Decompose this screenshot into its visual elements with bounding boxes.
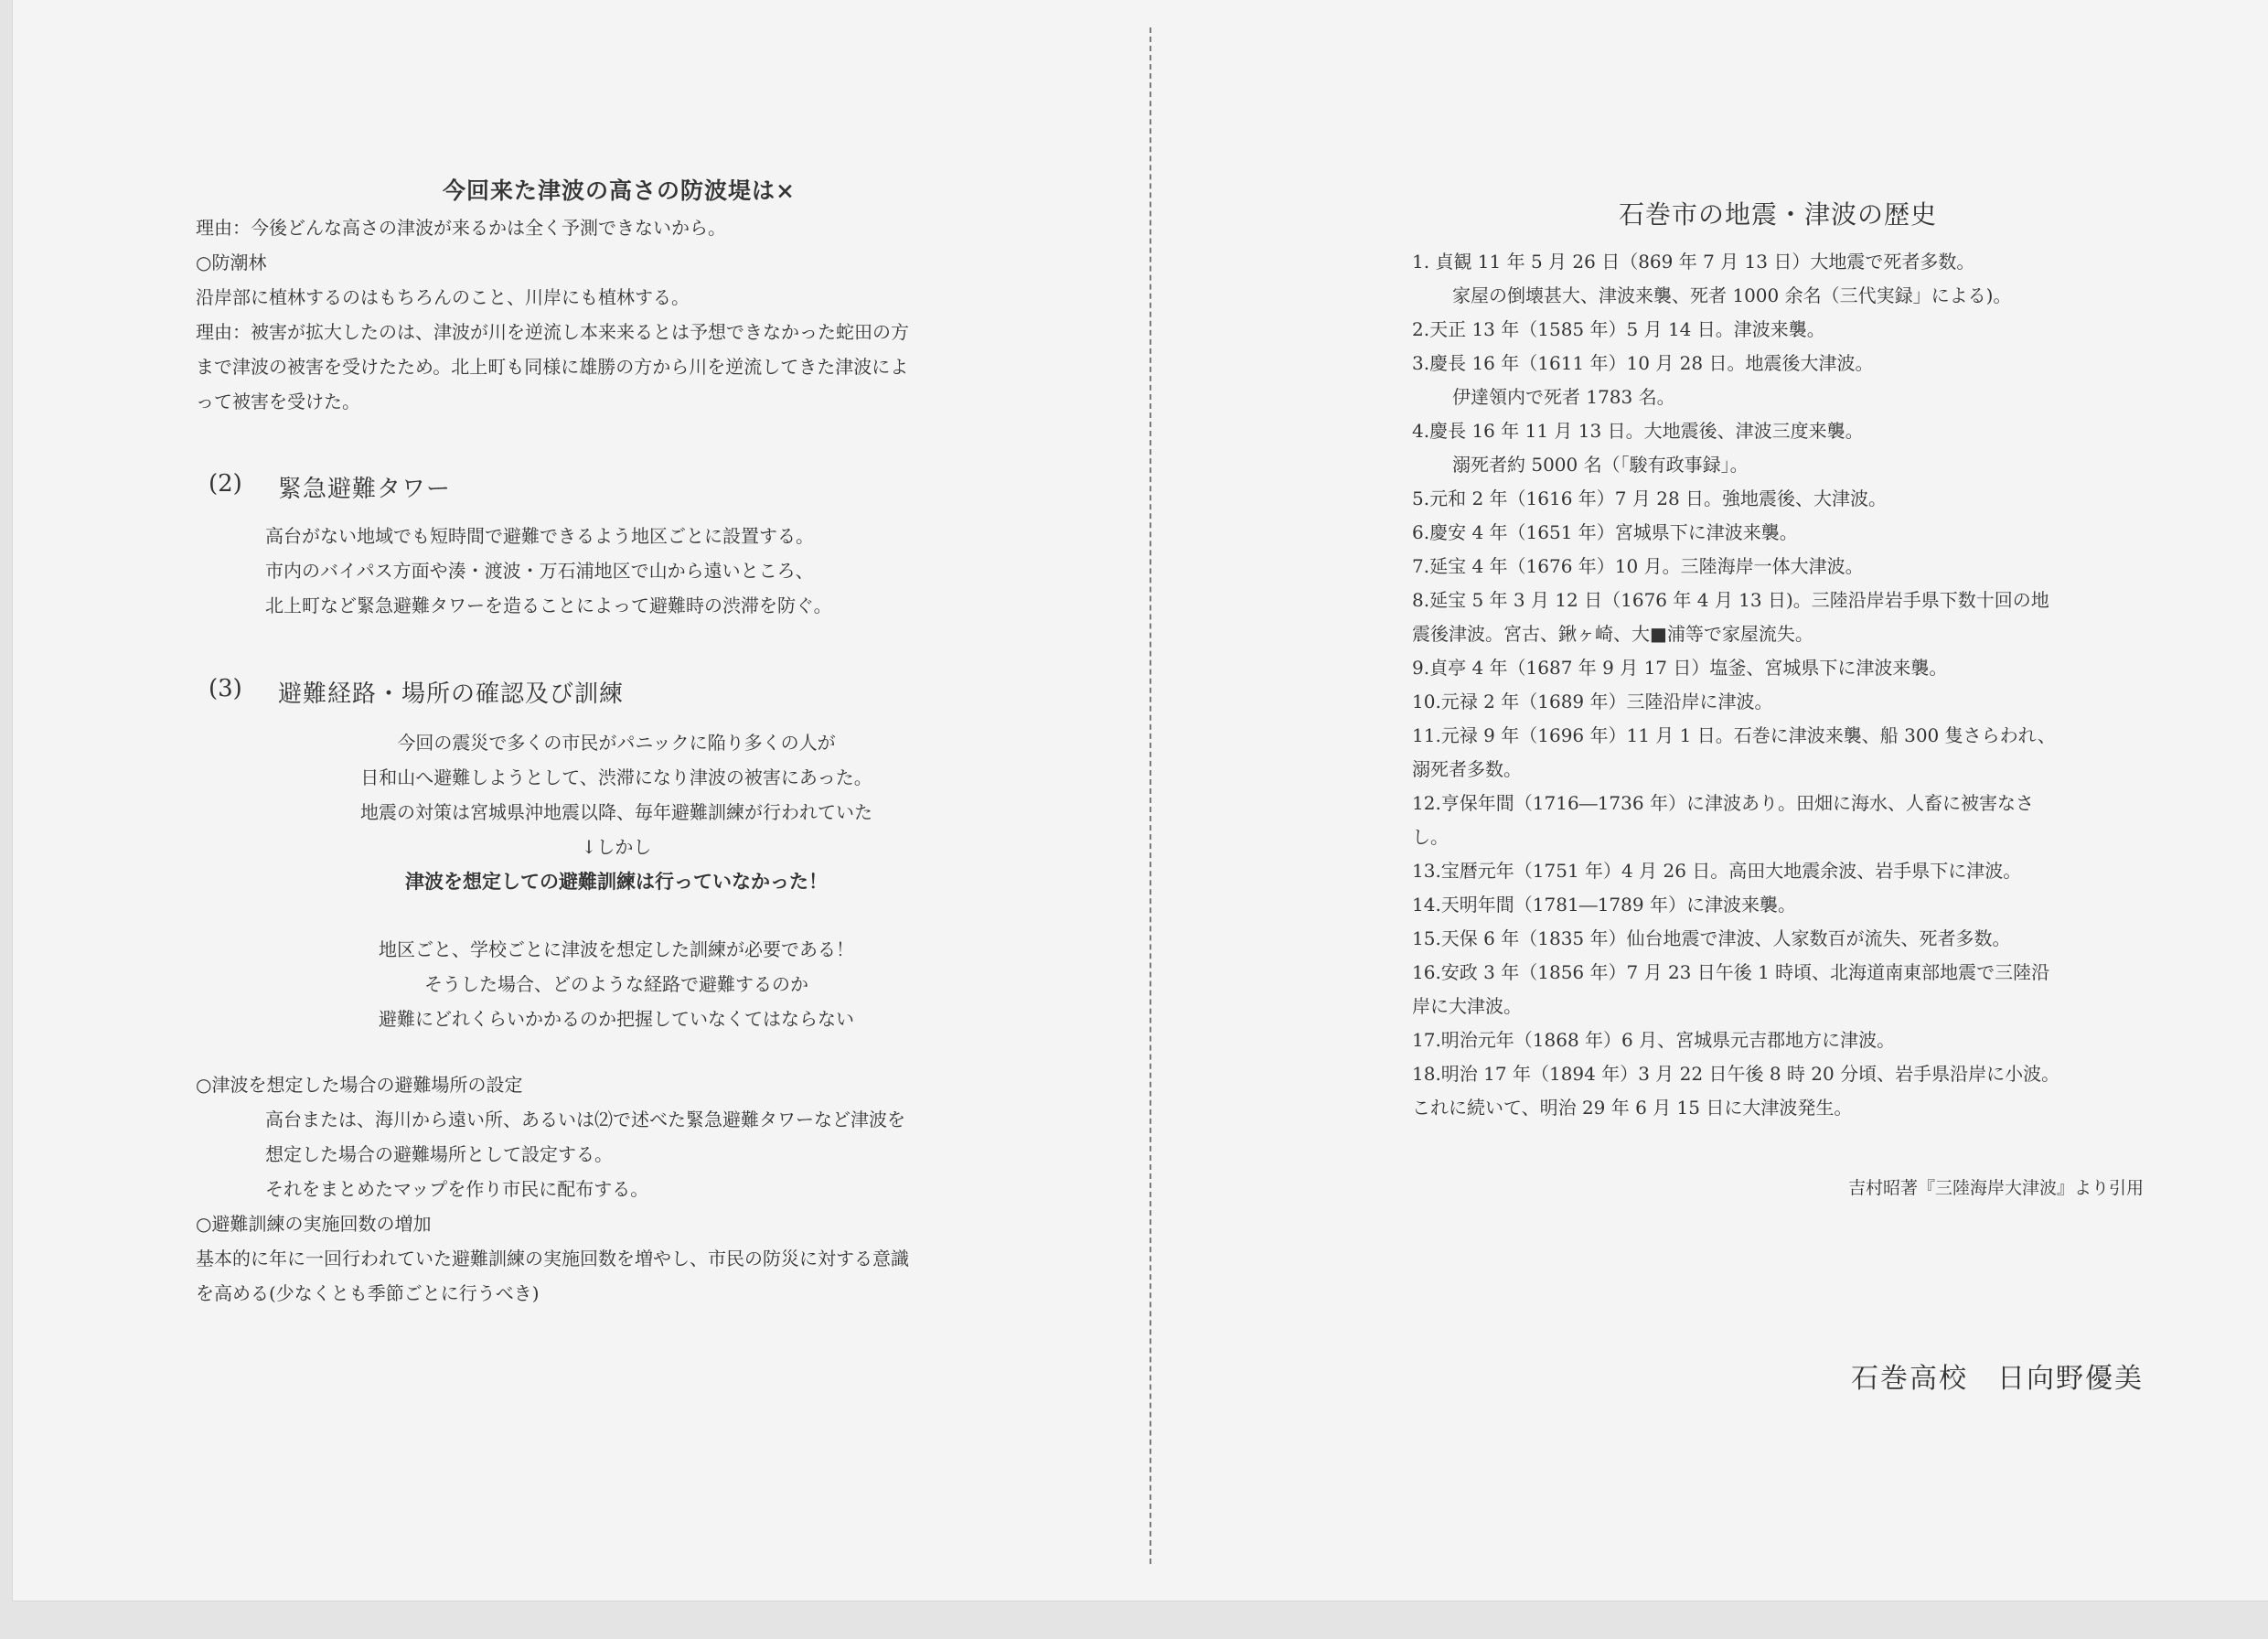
history-line: 9.貞亭 4 年（1687 年 9 月 17 日）塩釜、宮城県下に津波来襲。 bbox=[1412, 657, 1948, 679]
document-sheet bbox=[13, 0, 2268, 1601]
section-3-line: 地区ごと、学校ごとに津波を想定した訓練が必要である！ bbox=[379, 938, 854, 960]
history-line: 12.亨保年間（1716―1736 年）に津波あり。田畑に海水、人畜に被害なさ bbox=[1412, 792, 2034, 814]
history-title: 石巻市の地震・津波の歴史 bbox=[1618, 199, 1937, 230]
section-3-line: 地震の対策は宮城県沖地震以降、毎年避難訓練が行われていた bbox=[360, 801, 872, 823]
section-2-line: 市内のバイパス方面や湊・渡波・万石浦地区で山から遠いところ、 bbox=[265, 560, 814, 582]
history-line: 17.明治元年（1868 年）6 月、宮城県元吉郡地方に津波。 bbox=[1412, 1029, 1896, 1051]
section-3-emphasis: 津波を想定しての避難訓練は行っていなかった！ bbox=[405, 870, 828, 893]
bottom-line: 想定した場合の避難場所として設定する。 bbox=[265, 1143, 613, 1165]
section-3-line: そうした場合、どのような経路で避難するのか bbox=[424, 973, 808, 995]
bottom-line: 基本的に年に一回行われていた避難訓練の実施回数を増やし、市民の防災に対する意識 bbox=[196, 1248, 909, 1269]
history-line: 18.明治 17 年（1894 年）3 月 22 日午後 8 時 20 分頃、岩手県沿岸に小波。 bbox=[1412, 1063, 2060, 1085]
section-3-line: 今回の震災で多くの市民がパニックに陥り多くの人が bbox=[397, 732, 836, 754]
history-line: 2.天正 13 年（1585 年）5 月 14 日。津波来襲。 bbox=[1412, 318, 1825, 340]
section-3-number: (3) bbox=[209, 675, 242, 702]
history-line: 震後津波。宮古、鍬ヶ崎、大■浦等で家屋流失。 bbox=[1412, 623, 1813, 645]
section-3-line: 避難にどれくらいかかるのか把握していなくてはならない bbox=[379, 1008, 854, 1030]
history-line: 11.元禄 9 年（1696 年）11 月 1 日。石巻に津波来襲、船 300 隻さらわれ、 bbox=[1412, 724, 2056, 746]
history-line: 伊達領内で死者 1783 名。 bbox=[1452, 386, 1675, 408]
history-line: 15.天保 6 年（1835 年）仙台地震で津波、人家数百が流失、死者多数。 bbox=[1412, 927, 2011, 949]
bottom-line: ○避難訓練の実施回数の増加 bbox=[196, 1213, 432, 1235]
history-line: 3.慶長 16 年（1611 年）10 月 28 日。地震後大津波。 bbox=[1412, 352, 1874, 374]
history-line: し。 bbox=[1412, 826, 1449, 848]
bottom-line: 高台または、海川から遠い所、あるいは⑵で述べた緊急避難タワーなど津波を bbox=[265, 1109, 905, 1130]
history-line: 家屋の倒壊甚大、津波来襲、死者 1000 余名（三代実録」による)。 bbox=[1452, 284, 2012, 306]
fold-line bbox=[1150, 27, 1151, 1564]
history-line: 14.天明年間（1781―1789 年）に津波来襲。 bbox=[1412, 894, 1796, 916]
history-line: 16.安政 3 年（1856 年）7 月 23 日午後 1 時頃、北海道南東部地震で三陸沿 bbox=[1412, 961, 2050, 983]
section-2-line: 北上町など緊急避難タワーを造ることによって避難時の渋滞を防ぐ。 bbox=[265, 595, 832, 616]
history-line: 5.元和 2 年（1616 年）7 月 28 日。強地震後、大津波。 bbox=[1412, 487, 1888, 509]
intro-line: 理由：今後どんな高さの津波が来るかは全く予測できないから。 bbox=[196, 217, 726, 239]
history-line: 溺死者約 5000 名（「駿有政事録」。 bbox=[1452, 454, 1749, 476]
intro-line: 沿岸部に植林するのはもちろんのこと、川岸にも植林する。 bbox=[196, 286, 690, 308]
intro-line: まで津波の被害を受けたため。北上町も同様に雄勝の方から川を逆流してきた津波によ bbox=[196, 356, 909, 378]
bottom-line: を高める(少なくとも季節ごとに行うべき) bbox=[196, 1282, 540, 1304]
history-line: 8.延宝 5 年 3 月 12 日（1676 年 4 月 13 日)。三陸沿岸岩手県下数十回の地 bbox=[1412, 589, 2049, 611]
section-3-line: 日和山へ避難しようとして、渋滞になり津波の被害にあった。 bbox=[360, 766, 872, 788]
history-line: 岸に大津波。 bbox=[1412, 995, 1522, 1017]
intro-line: ○防潮林 bbox=[196, 252, 267, 273]
history-line: 10.元禄 2 年（1689 年）三陸沿岸に津波。 bbox=[1412, 691, 1773, 712]
section-2-title: 緊急避難タワー bbox=[278, 476, 452, 503]
history-line: 4.慶長 16 年 11 月 13 日。大地震後、津波三度来襲。 bbox=[1412, 420, 1864, 442]
history-line: 13.宝暦元年（1751 年）4 月 26 日。高田大地震余波、岩手県下に津波。 bbox=[1412, 860, 2022, 882]
author-signature: 石巻高校 日向野優美 bbox=[1851, 1363, 2144, 1395]
bottom-line: それをまとめたマップを作り市民に配布する。 bbox=[265, 1178, 649, 1200]
section-3-title: 避難経路・場所の確認及び訓練 bbox=[278, 680, 625, 708]
history-line: 溺死者多数。 bbox=[1412, 758, 1522, 780]
intro-line: 理由：被害が拡大したのは、津波が川を逆流し本来来るとは予想できなかった蛇田の方 bbox=[196, 321, 909, 343]
history-line: 1. 貞観 11 年 5 月 26 日（869 年 7 月 13 日）大地震で死者多数。 bbox=[1412, 251, 1975, 273]
history-line: これに続いて、明治 29 年 6 月 15 日に大津波発生。 bbox=[1412, 1097, 1853, 1119]
section-2-number: (2) bbox=[209, 470, 242, 498]
left-heading: 今回来た津波の高さの防波堤は× bbox=[443, 177, 796, 204]
citation: 吉村昭著『三陸海岸大津波』より引用 bbox=[1847, 1178, 2144, 1198]
intro-line: って被害を受けた。 bbox=[196, 391, 360, 412]
history-line: 6.慶安 4 年（1651 年）宮城県下に津波来襲。 bbox=[1412, 521, 1798, 543]
bottom-line: ○津波を想定した場合の避難場所の設定 bbox=[196, 1074, 523, 1096]
history-line: 7.延宝 4 年（1676 年）10 月。三陸海岸一体大津波。 bbox=[1412, 555, 1864, 577]
section-3-arrow: ↓しかし bbox=[581, 836, 652, 858]
section-2-line: 高台がない地域でも短時間で避難できるよう地区ごとに設置する。 bbox=[265, 525, 814, 547]
